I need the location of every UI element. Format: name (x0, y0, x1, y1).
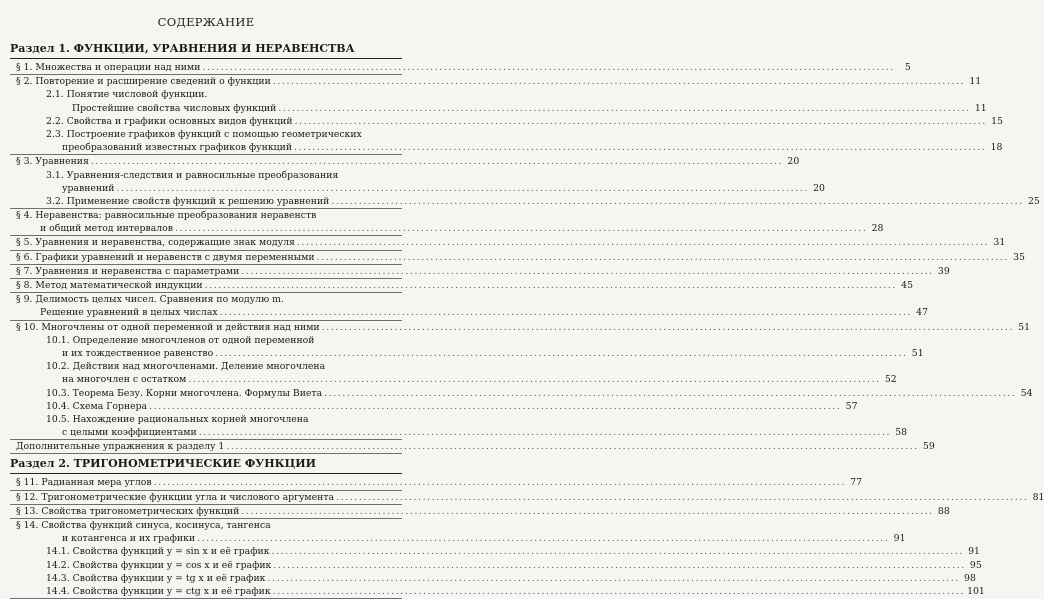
toc-entry (10, 413, 402, 426)
toc-entry-text: 14.2. Свойства функции y = cos x и её график (46, 559, 272, 571)
toc-entry-text: 10.3. Теорема Безу. Корни многочлена. Формулы Виета (46, 387, 323, 399)
toc-entry (10, 128, 402, 141)
toc-entry-text: 10.5. Нахождение рациональных корней многочлена (46, 413, 309, 425)
toc-entry (10, 306, 929, 319)
page-number: 15 (991, 115, 1003, 127)
toc-entry (10, 155, 800, 168)
page-number: 88 (937, 505, 950, 517)
page-number: 20 (813, 182, 825, 194)
page-number: 52 (884, 374, 897, 386)
toc-entry (10, 251, 1025, 264)
page-number: 57 (845, 400, 858, 412)
toc-block (10, 505, 950, 519)
leader-dots (331, 195, 1023, 208)
page-number: 18 (990, 142, 1003, 154)
toc-entry-text: § 5. Уравнения и неравенства, содержащие знак модуля (16, 237, 295, 249)
toc-entry-text: и их тождественное равенство (62, 347, 214, 359)
leader-dots (226, 440, 918, 453)
toc-entry (10, 532, 906, 545)
page-number: 20 (787, 156, 800, 168)
leader-dots (297, 236, 989, 249)
page-number: 11 (969, 76, 982, 88)
toc-block (10, 75, 1003, 155)
page-number: 47 (916, 307, 929, 319)
leader-dots (215, 347, 907, 360)
toc-entry (10, 585, 985, 598)
toc-entry-text: 14.1. Свойства функций y = sin x и её график (46, 546, 270, 558)
leader-dots (317, 251, 1009, 264)
toc-entry-text: и котангенса и их графики (62, 533, 196, 545)
leader-dots (273, 559, 965, 572)
toc-entry-text: § 11. Радианная мера углов (16, 477, 152, 489)
toc-entry-text: § 14. Свойства функций синуса, косинуса, тангенса (16, 520, 271, 531)
leader-dots (322, 321, 1014, 334)
toc-entry-text: уравнений (62, 182, 115, 194)
page-number: 45 (901, 280, 913, 291)
toc-entry (10, 182, 825, 195)
toc-entry (10, 400, 858, 413)
toc-block (10, 251, 1025, 265)
page-number: 25 (1027, 195, 1040, 207)
toc-block (10, 519, 985, 599)
toc-entry (10, 440, 935, 453)
toc-entry-text: 10.4. Схема Горнера (46, 400, 148, 412)
toc-entry (10, 360, 402, 373)
page-number: 101 (967, 585, 985, 597)
toc-entry-text: 10.2. Действия над многочленами. Деление многочлена (46, 361, 326, 373)
toc-entry-text: Решение уравнений в целых числах (40, 307, 218, 319)
leader-dots (205, 279, 897, 292)
page-number: 95 (969, 559, 982, 571)
leader-dots (175, 222, 867, 235)
toc-entry-text: на многочлен с остатком (62, 374, 187, 386)
toc-entry-text: § 3. Уравнения (16, 156, 89, 168)
toc-entry (10, 347, 924, 360)
toc-entry-text: Простейшие свойства числовых функций (72, 102, 277, 114)
leader-dots (241, 265, 933, 278)
leader-dots (91, 155, 783, 168)
toc-entry (10, 545, 980, 558)
page-number: 91 (968, 546, 980, 558)
toc-entry-text: § 7. Уравнения и неравенства с параметрами (16, 265, 240, 277)
leader-dots (267, 572, 959, 585)
toc-entry (10, 222, 884, 235)
leader-dots (197, 532, 889, 545)
page-number: 35 (1013, 251, 1025, 263)
page-number: 77 (850, 477, 863, 489)
toc-entry-text: § 12. Тригонометрические функции угла и числового аргумента (16, 491, 335, 503)
leader-dots (241, 505, 933, 518)
leader-dots (273, 585, 965, 598)
toc-block (10, 265, 950, 279)
leader-dots (295, 115, 987, 128)
toc-entry-text: 10.1. Определение многочленов от одной переменной (46, 334, 315, 346)
leader-dots (278, 102, 970, 115)
toc-entry-text: § 4. Неравенства: равносильные преобразования неравенств (16, 210, 317, 222)
toc-block (10, 236, 1006, 250)
toc-entry (10, 505, 950, 518)
leader-dots (149, 400, 841, 413)
page-number: 54 (1020, 387, 1033, 399)
toc-entry-text: § 9. Делимость целых чисел. Сравнения по модулю m. (16, 294, 284, 306)
toc-entry (10, 293, 402, 306)
toc-entry (10, 265, 950, 278)
toc-entry-text: с целыми коэффициентами (62, 427, 197, 439)
toc-entry (10, 373, 897, 386)
leader-dots (154, 476, 846, 489)
toc-entry (10, 279, 913, 292)
page-number: 39 (937, 265, 950, 277)
leader-dots (273, 75, 965, 88)
toc-block (10, 61, 911, 75)
page-number: 51 (911, 347, 924, 359)
toc-entry-text: § 6. Графики уравнений и неравенств с двумя переменными (16, 251, 315, 263)
toc-entry (10, 559, 982, 572)
toc-entry-text: преобразований известных графиков функций (62, 142, 293, 154)
toc-entry (10, 141, 1003, 154)
toc-entry (10, 209, 402, 222)
page-title: СОДЕРЖАНИЕ (157, 15, 255, 29)
toc-entry (10, 61, 911, 74)
section-title: Раздел 1. ФУНКЦИИ, УРАВНЕНИЯ И НЕРАВЕНСТВА (10, 40, 402, 59)
toc-entry-text: 3.2. Применение свойств функций к решению уравнений (46, 195, 330, 207)
toc-entry (10, 169, 402, 182)
leader-dots (117, 182, 809, 195)
toc-block (10, 279, 913, 293)
toc-entry-text: 2.3. Построение графиков функций с помощью геометрических (46, 128, 362, 140)
page-number: 5 (904, 62, 911, 73)
toc-entry (10, 476, 863, 489)
leader-dots (202, 61, 894, 74)
toc-entry-text: и общий метод интервалов (40, 223, 173, 235)
toc-entry-text: § 2. Повторение и расширение сведений о функции (16, 76, 271, 88)
page-number: 58 (895, 427, 908, 439)
toc-block (10, 476, 863, 490)
toc-entry (10, 572, 976, 585)
toc-entry (10, 195, 1040, 208)
toc-entry (10, 426, 908, 439)
leader-dots (199, 426, 891, 439)
toc-entry (10, 115, 1003, 128)
toc-block (10, 293, 929, 320)
toc-block (10, 209, 884, 236)
leader-dots (188, 373, 880, 386)
toc-entry (10, 387, 1033, 400)
leader-dots (294, 141, 986, 154)
toc-block (10, 321, 1033, 441)
toc-entry (10, 321, 1031, 334)
toc-block (10, 491, 1044, 505)
toc-entry (10, 102, 987, 115)
toc-entry-text: § 10. Многочлены от одной переменной и действия над ними (16, 321, 320, 333)
toc-entry (10, 519, 402, 532)
toc-entry-text: § 8. Метод математической индукции (16, 280, 203, 291)
page-number: 28 (871, 223, 884, 235)
toc-entry (10, 236, 1006, 249)
toc-entry-text: 2.2. Свойства и графики основных видов функций (46, 115, 293, 127)
toc-entry (10, 88, 402, 101)
toc-entry (10, 491, 1044, 504)
section-title: Раздел 2. ТРИГОНОМЕТРИЧЕСКИЕ ФУНКЦИИ (10, 455, 402, 474)
toc-entry (10, 75, 982, 88)
toc-entry-text: § 13. Свойства тригонометрических функций (16, 505, 240, 517)
page-number: 11 (974, 102, 987, 114)
toc-block (10, 440, 935, 454)
leader-dots (336, 491, 1028, 504)
leader-dots (220, 306, 912, 319)
toc-entry-text: 3.1. Уравнения-следствия и равносильные преобразования (46, 169, 339, 181)
page-number: 98 (964, 572, 976, 584)
section-1-entries (10, 61, 1040, 454)
toc-entry-text: 14.4. Свойства функции y = ctg x и её график (46, 585, 271, 597)
leader-dots (272, 545, 964, 558)
leader-dots (324, 387, 1016, 400)
toc-entry-text: Дополнительные упражнения к разделу 1 (16, 441, 225, 453)
page-number: 91 (893, 533, 906, 545)
page-number: 81 (1032, 491, 1044, 503)
toc-entry (10, 334, 402, 347)
page-number: 31 (993, 237, 1006, 249)
page-number: 59 (922, 441, 935, 453)
toc-block (10, 155, 1040, 209)
toc-entry-text: § 1. Множества и операции над ними (16, 62, 201, 73)
toc-entry-text: 14.3. Свойства функции y = tg x и её график (46, 572, 266, 584)
section-2-entries (10, 476, 1044, 599)
page-number: 51 (1018, 321, 1031, 333)
toc-entry-text: 2.1. Понятие числовой функции. (46, 89, 208, 101)
